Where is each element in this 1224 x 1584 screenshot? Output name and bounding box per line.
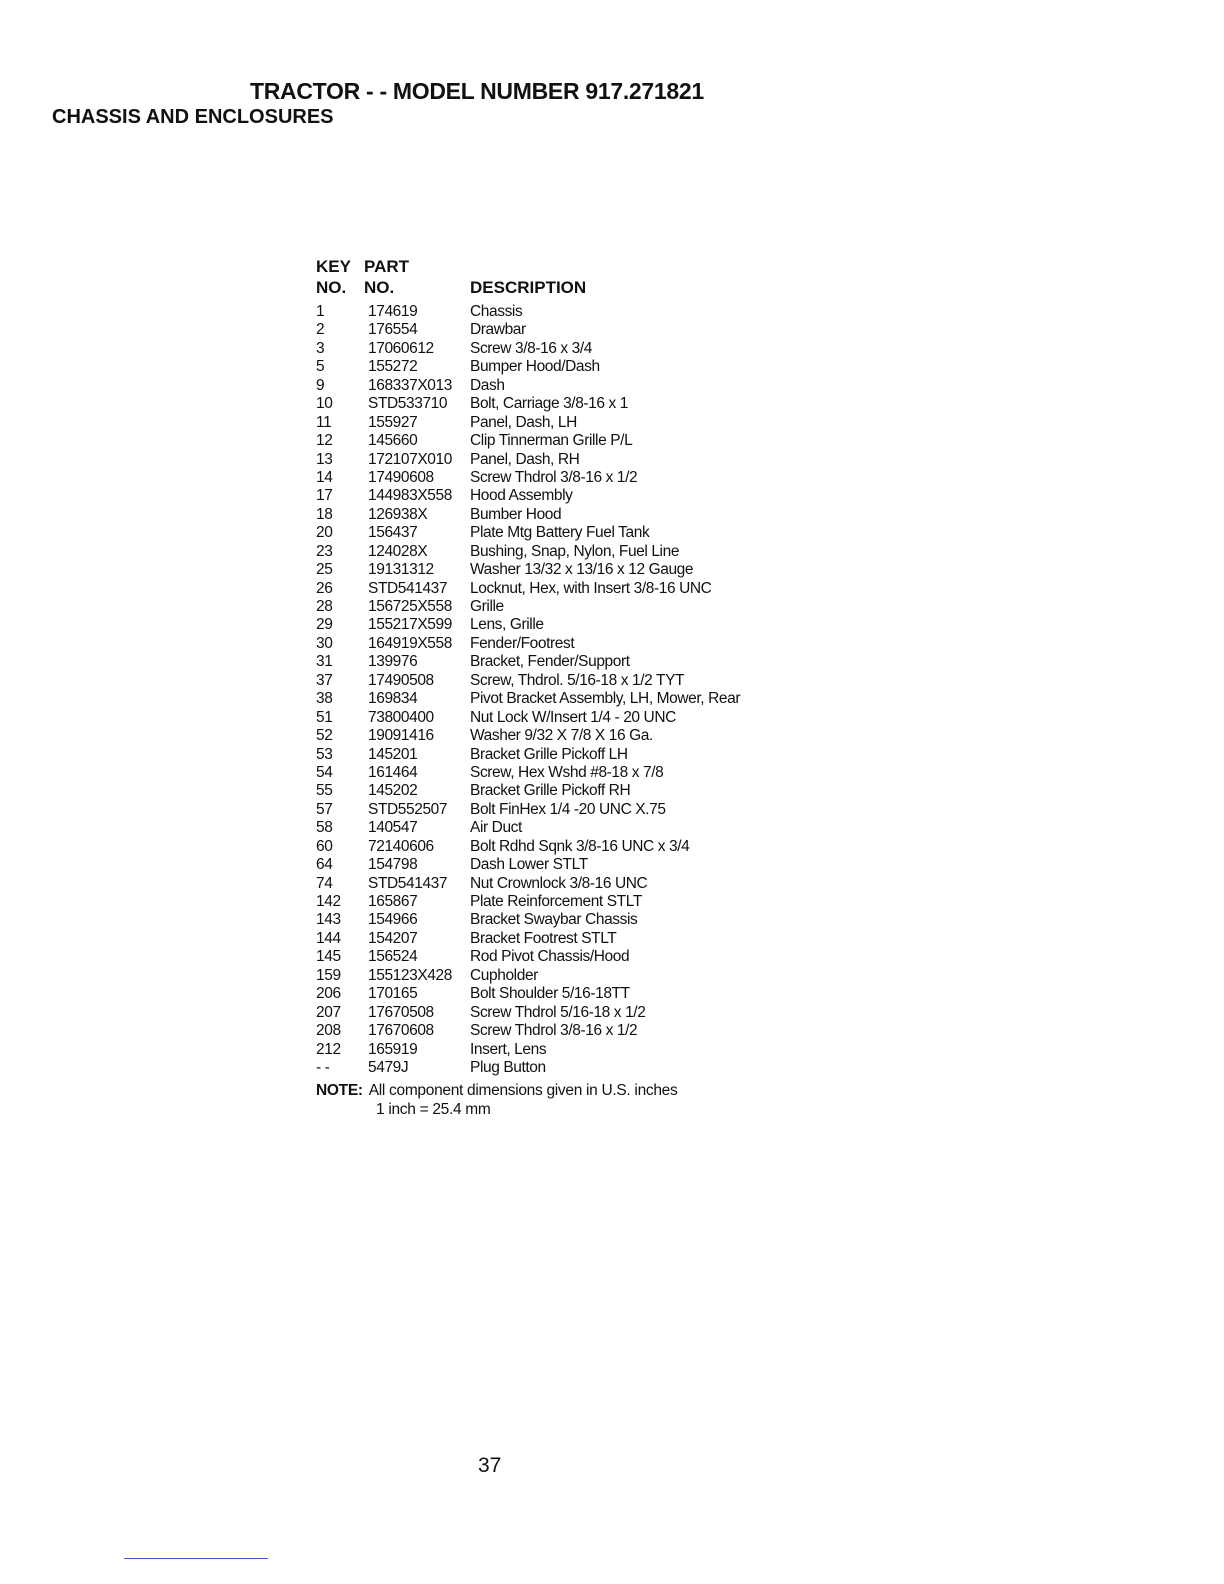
part-no-cell: STD552507 [368, 800, 448, 818]
description-cell: Bracket Footrest STLT [470, 929, 617, 947]
key-no-cell: 54 [316, 763, 333, 781]
part-no-cell: 156725X558 [368, 598, 452, 615]
description-cell: Rod Pivot Chassis/Hood [470, 948, 630, 966]
description-cell: Washer 9/32 X 7/8 X 16 Ga. [470, 727, 653, 745]
section-subtitle: CHASSIS AND ENCLOSURES [52, 106, 334, 128]
key-no-cell: 23 [316, 542, 333, 560]
description-cell: Bolt FinHex 1/4 -20 UNC X.75 [470, 800, 666, 818]
description-cell: Locknut, Hex, with Insert 3/8-16 UNC [470, 579, 712, 597]
key-no-cell: 10 [316, 395, 333, 413]
description-cell: Nut Lock W/Insert 1/4 - 20 UNC [470, 708, 676, 726]
part-no-cell: 169834 [368, 690, 418, 708]
key-no-cell: 28 [316, 598, 333, 615]
part-no-cell: 155217X599 [368, 616, 452, 634]
part-no-cell: 170165 [368, 985, 418, 1003]
part-no-cell: 174619 [368, 303, 418, 320]
description-cell: Panel, Dash, LH [470, 413, 577, 431]
description-cell: Hood Assembly [470, 487, 573, 505]
part-no-cell: 161464 [368, 763, 418, 781]
key-no-cell: 14 [316, 468, 333, 486]
description-cell: Bushing, Snap, Nylon, Fuel Line [470, 542, 680, 560]
description-cell: Screw Thdrol 5/16-18 x 1/2 [470, 1003, 646, 1021]
note-text-line1: All component dimensions given in U.S. inches [368, 1082, 678, 1099]
description-cell: Plate Reinforcement STLT [470, 893, 642, 910]
key-no-cell: 142 [316, 893, 341, 910]
key-no-cell: 20 [316, 524, 333, 542]
key-no-cell: 2 [316, 321, 325, 339]
part-no-cell: 155272 [368, 358, 418, 376]
description-cell: Lens, Grille [470, 616, 544, 634]
part-no-cell: 17670508 [368, 1003, 434, 1021]
key-no-cell: 26 [316, 579, 333, 597]
key-no-cell: 51 [316, 708, 333, 726]
key-no-cell: 143 [316, 911, 341, 929]
part-no-cell: 72140606 [368, 837, 434, 855]
note-label: NOTE: [316, 1082, 363, 1099]
key-no-cell: 145 [316, 948, 341, 966]
part-no-cell: 73800400 [368, 708, 434, 726]
part-no-cell: 145201 [368, 745, 418, 763]
key-no-cell: 58 [316, 819, 333, 837]
key-no-cell: 29 [316, 616, 333, 634]
key-no-cell: 208 [316, 1022, 341, 1040]
key-no-cell: 3 [316, 339, 325, 357]
description-cell: Insert, Lens [470, 1040, 547, 1058]
part-no-cell: 165919 [368, 1040, 418, 1058]
key-no-cell: 74 [316, 874, 333, 892]
part-no-cell: 155123X428 [368, 966, 452, 984]
description-cell: Dash Lower STLT [470, 856, 588, 874]
page-title: TRACTOR - - MODEL NUMBER 917.271821 [250, 78, 704, 104]
part-no-cell: 17060612 [368, 339, 434, 357]
key-no-cell: 60 [316, 837, 333, 855]
part-no-cell: 165867 [368, 893, 418, 910]
part-no-cell: 164919X558 [368, 634, 452, 652]
description-cell: Bracket, Fender/Support [470, 653, 630, 671]
key-no-cell: 1 [316, 303, 325, 320]
description-cell: Drawbar [470, 321, 526, 339]
key-no-cell: 64 [316, 856, 333, 874]
description-cell: Screw, Hex Wshd #8-18 x 7/8 [470, 763, 664, 781]
key-no-cell: 30 [316, 634, 333, 652]
description-cell: Plug Button [470, 1058, 546, 1076]
key-no-cell: 57 [316, 800, 333, 818]
description-cell: Bracket Grille Pickoff RH [470, 782, 631, 800]
header-description: DESCRIPTION [470, 278, 587, 297]
description-cell: Panel, Dash, RH [470, 450, 580, 468]
part-no-cell: STD541437 [368, 874, 448, 892]
part-no-cell: 172107X010 [368, 450, 452, 468]
part-no-cell: 124028X [368, 542, 428, 560]
header-key-no-line1: KEY [316, 257, 351, 276]
description-cell: Pivot Bracket Assembly, LH, Mower, Rear [470, 690, 741, 708]
description-cell: Cupholder [470, 966, 538, 984]
description-cell: Washer 13/32 x 13/16 x 12 Gauge [470, 561, 694, 579]
description-cell: Fender/Footrest [470, 634, 575, 652]
part-no-cell: 154966 [368, 911, 418, 929]
key-no-cell: 12 [316, 432, 333, 450]
description-cell: Screw Thdrol 3/8-16 x 1/2 [470, 468, 638, 486]
description-cell: Nut Crownlock 3/8-16 UNC [470, 874, 648, 892]
page-number: 37 [478, 1454, 502, 1477]
key-no-cell: 212 [316, 1040, 341, 1058]
part-no-cell: 17490508 [368, 671, 434, 689]
key-no-cell: 13 [316, 450, 333, 468]
key-no-cell: 17 [316, 487, 333, 505]
description-cell: Bumber Hood [470, 505, 562, 523]
key-no-cell: 55 [316, 782, 333, 800]
description-cell: Dash [470, 376, 505, 394]
key-no-cell: 11 [316, 413, 332, 431]
description-cell: Plate Mtg Battery Fuel Tank [470, 524, 650, 542]
part-no-cell: 5479J [368, 1058, 409, 1076]
header-part-no-line1: PART [364, 257, 410, 276]
key-no-cell: 52 [316, 727, 333, 745]
description-cell: Screw, Thdrol. 5/16-18 x 1/2 TYT [470, 671, 685, 689]
part-no-cell: 19131312 [368, 561, 434, 579]
key-no-cell: 31 [316, 653, 333, 671]
part-no-cell: 126938X [368, 505, 428, 523]
key-no-cell: - - [316, 1058, 330, 1076]
description-cell: Bolt Rdhd Sqnk 3/8-16 UNC x 3/4 [470, 837, 690, 855]
description-cell: Bolt Shoulder 5/16-18TT [470, 985, 630, 1003]
key-no-cell: 38 [316, 690, 333, 708]
key-no-cell: 25 [316, 561, 333, 579]
part-no-cell: 139976 [368, 653, 418, 671]
description-cell: Screw 3/8-16 x 3/4 [470, 339, 593, 357]
header-part-no-line2: NO. [364, 278, 395, 297]
part-no-cell: 19091416 [368, 727, 434, 745]
key-no-cell: 159 [316, 966, 341, 984]
description-cell: Clip Tinnerman Grille P/L [470, 432, 633, 450]
footer-rule [124, 1558, 268, 1559]
part-no-cell: 155927 [368, 413, 418, 431]
part-no-cell: 140547 [368, 819, 418, 837]
part-no-cell: STD533710 [368, 395, 448, 413]
key-no-cell: 206 [316, 985, 341, 1003]
description-cell: Bracket Swaybar Chassis [470, 911, 638, 929]
description-cell: Bolt, Carriage 3/8-16 x 1 [470, 395, 629, 413]
header-key-no-line2: NO. [316, 278, 347, 297]
key-no-cell: 144 [316, 929, 341, 947]
part-no-cell: 156524 [368, 948, 418, 966]
description-cell: Air Duct [470, 819, 522, 837]
part-no-cell: 145202 [368, 782, 418, 800]
key-no-cell: 53 [316, 745, 333, 763]
description-cell: Chassis [470, 303, 523, 320]
part-no-cell: 17490608 [368, 468, 434, 486]
part-no-cell: 168337X013 [368, 376, 452, 394]
note [316, 1081, 677, 1100]
part-no-cell: STD541437 [368, 579, 448, 597]
description-cell: Grille [470, 598, 504, 615]
description-cell: Screw Thdrol 3/8-16 x 1/2 [470, 1022, 638, 1040]
key-no-cell: 37 [316, 671, 333, 689]
key-no-cell: 207 [316, 1003, 341, 1021]
part-no-cell: 176554 [368, 321, 418, 339]
part-no-cell: 144983X558 [368, 487, 452, 505]
part-no-cell: 154798 [368, 856, 418, 874]
key-no-cell: 9 [316, 376, 325, 394]
part-no-cell: 17670608 [368, 1022, 434, 1040]
note-text-line2: 1 inch = 25.4 mm [376, 1101, 491, 1118]
part-no-cell: 156437 [368, 524, 418, 542]
description-cell: Bumper Hood/Dash [470, 358, 600, 376]
key-no-cell: 18 [316, 505, 333, 523]
part-no-cell: 145660 [368, 432, 418, 450]
description-cell: Bracket Grille Pickoff LH [470, 745, 628, 763]
key-no-cell: 5 [316, 358, 325, 376]
part-no-cell: 154207 [368, 929, 418, 947]
